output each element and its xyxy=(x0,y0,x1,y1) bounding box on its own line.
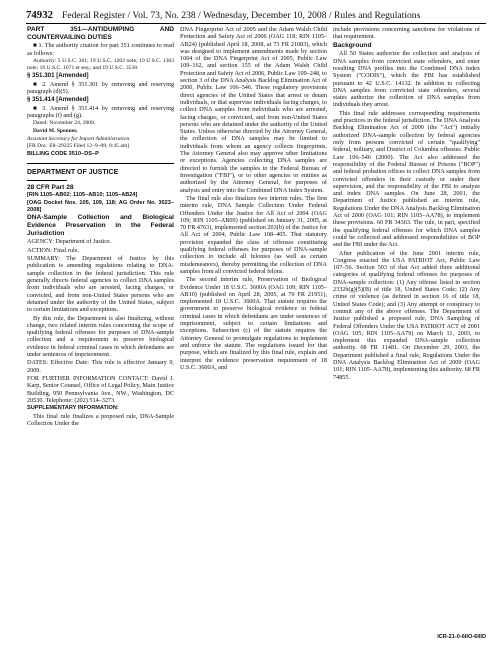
short-rule xyxy=(27,180,67,181)
signer-name: David M. Spooner, xyxy=(33,128,78,135)
document-separator xyxy=(27,163,174,164)
summary-paragraph: SUMMARY: The Department of Justice by this publication is amending regulations relating to DNA-sample collection in the federal jurisdiction. This rule generally directs federal agencies to collect DNA samples from individuals who are arrested, facing charges, or convicted, and from non-United States persons who are detained under the authority of the United States, subject to certain limitations and exceptions. xyxy=(27,255,174,314)
agency-heading: DEPARTMENT OF JUSTICE xyxy=(27,168,119,176)
billing-code: BILLING CODE 3510–DS–P xyxy=(27,151,99,158)
body-paragraph: The second interim rule, Preservation of Biological Evidence Under 18 U.S.C. 3600A (OAG 109; RIN 1105–AB10) (published on April 28, 2005, at 70 FR 21951), implemented 18 U.S.C. 3600A. That statute requires the government to preserve biological evidence in federal criminal cases in which defendants are under sentences of imprisonment, subject to certain limitations and exceptions. Subsection (c) of the statute requires the Attorney General to promulgate regulations to implement and enforce the statute. The regulations issued for that purpose, which are finalized by this final rule, explain and interpret the evidence preservation requirement of 18 U.S.C. 3600A, and xyxy=(180,276,327,371)
section-351-414-heading: § 351.414 [Amended] xyxy=(27,96,89,104)
authority-citation: Authority: 5 U.S.C. 301; 19 U.S.C. 1202 note; 19 U.S.C. 1303 note; 19 U.S.C. 1671 et seq.; and 19 U.S.C. 3538. xyxy=(27,57,174,71)
body-paragraph: After publication of the June 2001 interim rule, Congress enacted the USA PATRIOT Act, Public Law 107–56. Section 503 of that Act added three additional categories of qualifying federal offenses for purposes of DNA-sample collection: (1) Any offense listed in section 2332b(g)(5)(B) of title 18, United States Code; (2) Any crime of violence (as defined in section 16 of title 18, United States Code); and (3) Any attempt or conspiracy to commit any of the above offenses. The Department of Justice published a proposed rule, DNA Sampling of Federal Offenders Under the USA PATRIOT ACT of 2001 (OAG 105; RIN 1105–AA79) on March 11, 2003, to implement this expanded DNA-sample collection authority. 68 FR 11481. On December 29, 2003, the Department published a final rule, Regulations Under the DNA Analysis Backlog Elimination Act of 2000 (OAG 101; RIN 1105–AA78), implementing this authority. 68 FR 74855. xyxy=(333,249,481,381)
docket-line: [OAG Docket Nos. 105, 109, 118; AG Order No. 3023–2008] xyxy=(27,200,174,213)
part-heading: PART 351—ANTIDUMPING AND COUNTERVAILING DUTIES xyxy=(27,26,174,41)
body-paragraph: All 50 States authorize the collection and analysis of DNA samples from convicted state offenders, and enter resulting DNA profiles into the Combined DNA Index System ("CODIS"), which the FBI has established pursuant to 42 U.S.C. 14132. In addition to collecting DNA samples from convicted state offenders, several states authorize the collection of DNA samples from individuals they arrest. xyxy=(333,50,480,109)
dates-paragraph: DATES: Effective Date: This rule is effective January 9, 2009. xyxy=(27,359,174,374)
amendment-1: ■ 1. The authority citation for part 351 continues to read as follows: xyxy=(27,42,174,57)
body-paragraph: include provisions concerning sanctions for violations of that requirement. xyxy=(333,26,480,41)
body-paragraph: This final rule addresses corresponding requirements and practices in the federal jurisdiction. The DNA Analysis Backlog Elimination Act of 2000 (the "Act") initially authorized DNA-sample collection by federal agencies only from persons convicted of certain "qualifying" federal, military, and District of Columbia offenses. Public Law 106–546 (2000). The Act also addressed the responsibility of the Federal Bureau of Prisons ("BOP") and federal probation offices to collect DNA samples from convicted offenders in their custody or under their supervision, and the responsibility of the FBI to analyze and index DNA samples. On June 28, 2001, the Department of Justice published an interim rule, Regulations Under the DNA Analysis Backlog Elimination Act of 2000 (OAG 101; RIN 1105–AA78), to implement these provisions. 66 FR 34363. The rule, in part, specified the qualifying federal offenses for which DNA samples could be collected and addressed responsibilities of BOP and the FBI under the Act. xyxy=(333,109,480,249)
supplementary-heading: SUPPLEMENTARY INFORMATION: xyxy=(27,405,119,412)
background-heading: Background xyxy=(333,41,372,49)
footer-code: ICR-21-0-6IIO-6IIID xyxy=(437,634,486,640)
cfr-part: 28 CFR Part 28 xyxy=(27,183,74,191)
fr-doc-line: [FR Doc. E8–29225 Filed 12–9–08; 8:45 am] xyxy=(27,143,130,150)
amendment-2: ■ 2. Amend § 351.301 by removing and reserving paragraph (d)(5). xyxy=(27,80,174,95)
publication-line: Federal Register / Vol. 73, No. 238 / Wednesday, December 10, 2008 / Rules and Regulations xyxy=(62,10,421,21)
body-paragraph: DNA Fingerprint Act of 2005 and the Adam Walsh Child Protection and Safety Act of 2006 (OAG 118; RIN 1105–AB24) (published April 18, 2008, at 73 FR 21083), which was designed to implement amendments made by section 1004 of the DNA Fingerprint Act of 2005, Public Law 109–162, and section 155 of the Adam Walsh Child Protection and Safety Act of 2006, Public Law 109–248, to section 3 of the DNA Analysis Backlog Elimination Act of 2000, Public Law 106–546. These regulatory provisions direct agencies of the United States that arrest or detain individuals, or that supervise individuals facing charges, to collect DNA samples from individuals who are arrested, facing charges, or convicted, and from non-United States persons who are detained under the authority of the United States. Unless otherwise directed by the Attorney General, the collection of DNA samples may be limited to individuals from whom an agency collects fingerprints. The Attorney General also may approve other limitations or exceptions. Agencies collecting DNA samples are directed to furnish the samples to the Federal Bureau of Investigation ("FBI"), or to other agencies or entities as authorized by the Attorney General, for purposes of analysis and entry into the Combined DNA Index System. xyxy=(180,26,327,194)
header-rule xyxy=(26,23,486,24)
section-351-301-heading: § 351.301 [Amended] xyxy=(27,72,89,80)
column-2 xyxy=(180,26,327,372)
signer-title: Assistant Secretary for Import Administration. xyxy=(27,135,131,142)
running-head xyxy=(26,10,486,22)
dated-line: Dated: November 24, 2008. xyxy=(33,120,96,127)
summary-paragraph-2: By this rule, the Department is also finalizing, without change, two related interim rules concerning the scope of qualifying federal offenses for purposes of DNA-sample collection and a requirement to preserve biological evidence in federal criminal cases in which defendants are under sentences of imprisonment. xyxy=(27,314,174,359)
rule-title: DNA-Sample Collection and Biological Evidence Preservation in the Federal Jurisdiction xyxy=(27,214,174,237)
page-number: 74932 xyxy=(26,9,53,21)
contact-paragraph: FOR FURTHER INFORMATION CONTACT: David J. Karp, Senior Counsel, Office of Legal Policy, Main Justice Building, 950 Pennsylvania Ave., NW., Washington, DC 20530. Telephone: (202) 514–3273. xyxy=(27,375,174,404)
action-line: ACTION: Final rule. xyxy=(27,246,80,254)
body-paragraph: The final rule also finalizes two interim rules. The first interim rule, DNA Sample Collection Under Federal Offenders Under the Justice for All Act of 2004 (OAG 109; RIN 1105–AB09) (published on January 31, 2005, at 70 FR 4763), implemented section 203(b) of the Justice for All Act of 2004, Public Law 108–405. That statutory provision expanded the class of offenses constituting qualifying federal offenses for purposes of DNA-sample collection to include all felonies (as well as certain misdemeanors), thereby permitting the collection of DNA samples from all convicted federal felons. xyxy=(180,194,327,275)
supplementary-paragraph: This final rule finalizes a proposed rule, DNA-Sample Collection Under the xyxy=(27,413,174,428)
column-3 xyxy=(333,26,480,382)
agency-line: AGENCY: Department of Justice. xyxy=(27,238,112,246)
rin-line: [RIN 1105–AB02; 1105–AB10; 1105–AB24] xyxy=(27,192,138,199)
column-1 xyxy=(27,26,174,429)
amendment-3: ■ 3. Amend § 351.414 by removing and reserving paragraphs (f) and (g). xyxy=(27,104,174,120)
